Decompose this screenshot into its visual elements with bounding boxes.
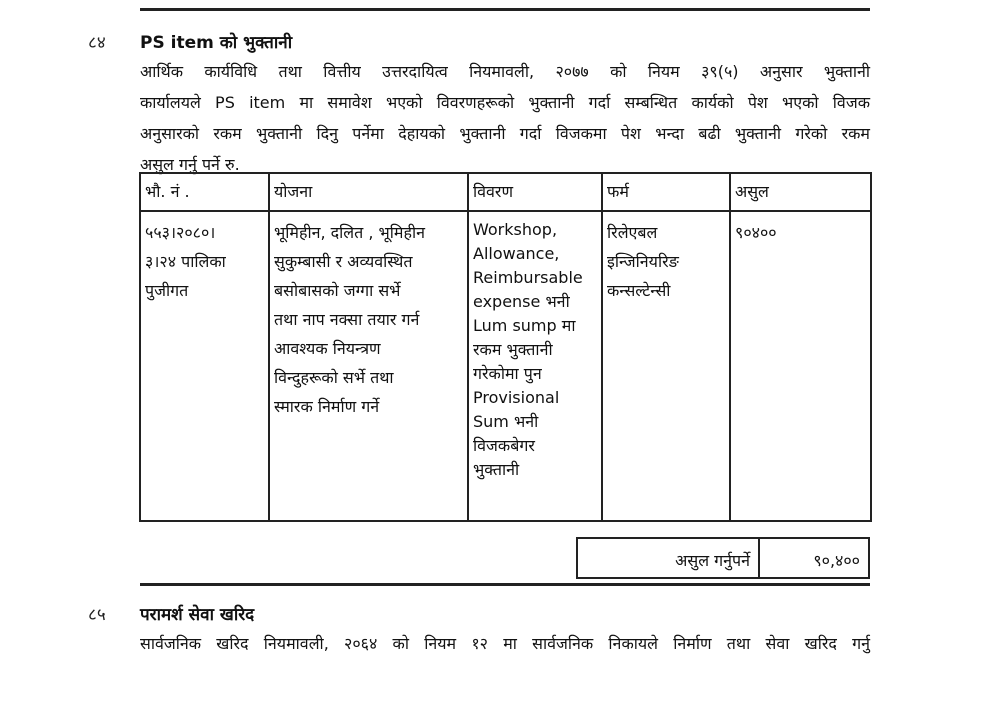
recovery-summary-box bbox=[576, 537, 870, 579]
paragraph-line: आर्थिक कार्यविधि तथा वित्तीय उत्तरदायित्व नियमावली, २०७७ को नियम ३९(५) अनुसार भुक्तानी bbox=[140, 62, 870, 81]
cell-line: Lum sump मा bbox=[473, 316, 576, 335]
cell-line: तथा नाप नक्सा तयार गर्न bbox=[274, 310, 420, 329]
cell-line: आवश्यक नियन्त्रण bbox=[274, 339, 381, 358]
cell-line: ५५३।२०८०। bbox=[145, 223, 216, 242]
paragraph-line: अनुसारको रकम भुक्तानी दिनु पर्नेमा देहायको भुक्तानी गर्दा विजकमा पेश भन्दा बढी भुक्तानी गरेको रकम bbox=[140, 124, 870, 143]
cell-line: भुक्तानी bbox=[473, 460, 520, 479]
cell-line: Reimbursable bbox=[473, 268, 583, 287]
summary-label: असुल गर्नुपर्ने bbox=[578, 539, 760, 577]
cell-line: सुकुम्बासी र अव्यवस्थित bbox=[274, 252, 413, 271]
section-84-paragraph bbox=[140, 56, 870, 180]
cell-line: Workshop, bbox=[473, 220, 558, 239]
cell-line: Provisional bbox=[473, 388, 560, 407]
cell-line: रिलेएबल bbox=[607, 223, 658, 242]
project-cell bbox=[269, 211, 468, 521]
cell-line: विन्दुहरूको सर्भे तथा bbox=[274, 368, 394, 387]
header-voucher-no: भौ. नं . bbox=[140, 173, 269, 211]
section-85-paragraph bbox=[140, 628, 870, 659]
cell-line: विजकबेगर bbox=[473, 436, 535, 455]
cell-line: इन्जिनियरिङ bbox=[607, 252, 679, 271]
cell-line: स्मारक निर्माण गर्ने bbox=[274, 397, 380, 416]
cell-line: expense भनी bbox=[473, 292, 570, 311]
paragraph-line: सार्वजनिक खरिद नियमावली, २०६४ को नियम १२ मा सार्वजनिक निकायले निर्माण तथा सेवा खरिद गर्नु bbox=[140, 634, 870, 653]
voucher-cell bbox=[140, 211, 269, 521]
cell-line: भूमिहीन, दलित , भूमिहीन bbox=[274, 223, 425, 242]
cell-line: ९०४०० bbox=[735, 223, 777, 242]
cell-line: पुजीगत bbox=[145, 281, 189, 300]
cell-line: बसोबासको जग्गा सर्भे bbox=[274, 281, 401, 300]
section-85-number: ८५ bbox=[88, 605, 106, 625]
section-divider bbox=[140, 583, 870, 586]
cell-line: रकम भुक्तानी bbox=[473, 340, 553, 359]
paragraph-line: असुल गर्नु पर्ने रु. bbox=[140, 155, 240, 174]
cell-line: Sum भनी bbox=[473, 412, 539, 431]
section-85-title: परामर्श सेवा खरिद bbox=[140, 605, 255, 625]
cell-line: Allowance, bbox=[473, 244, 560, 263]
top-rule bbox=[140, 8, 870, 11]
cell-line: गरेकोमा पुन bbox=[473, 364, 542, 383]
table-header-row bbox=[140, 173, 871, 211]
summary-value: ९०,४०० bbox=[813, 551, 860, 570]
recovery-cell bbox=[730, 211, 871, 521]
section-84-number: ८४ bbox=[88, 33, 106, 53]
header-details: विवरण bbox=[468, 173, 602, 211]
firm-cell bbox=[602, 211, 730, 521]
details-cell bbox=[468, 211, 602, 521]
header-project: योजना bbox=[269, 173, 468, 211]
header-recovery: असुल bbox=[730, 173, 871, 211]
paragraph-line: कार्यालयले PS item मा समावेश भएको विवरणहरूको भुक्तानी गर्दा सम्बन्धित कार्यको पेश भएको विजक bbox=[140, 93, 870, 112]
table-row bbox=[140, 211, 871, 521]
header-firm: फर्म bbox=[602, 173, 730, 211]
cell-line: कन्सल्टेन्सी bbox=[607, 281, 671, 300]
cell-line: ३।२४ पालिका bbox=[145, 252, 226, 271]
recovery-table bbox=[139, 172, 872, 522]
section-84-title: PS item को भुक्तानी bbox=[140, 33, 293, 53]
